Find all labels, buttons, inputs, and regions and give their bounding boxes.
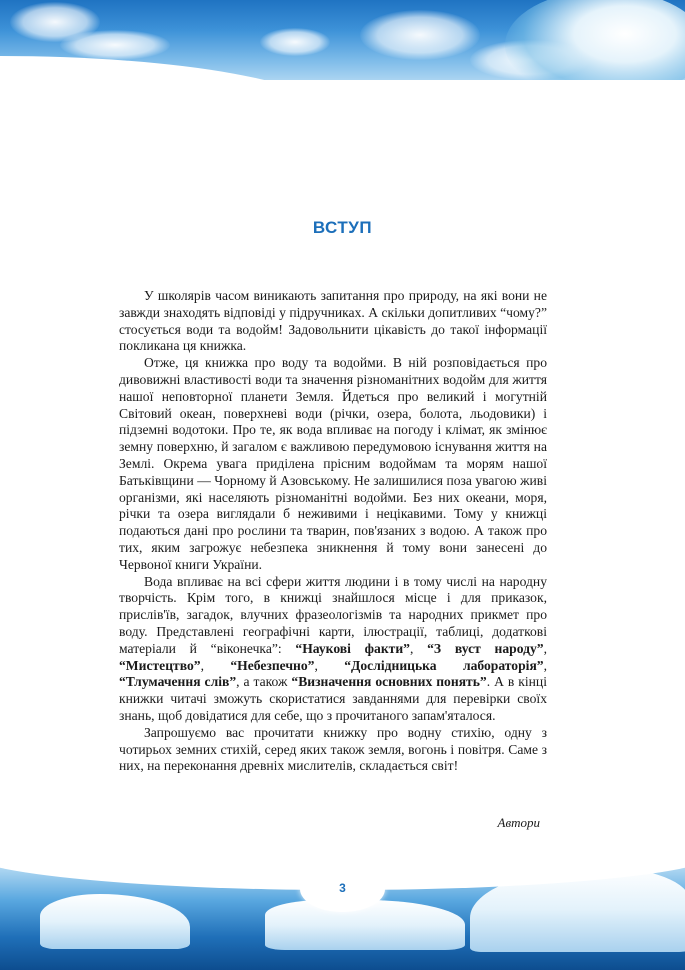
bold-section-name: “Наукові факти” [295, 640, 410, 656]
paragraph-text: Запрошуємо вас прочитати книжку про водну стихію, одну з чотирьох земних стихій, серед яких також земля, вогонь і повітря. Саме з них, на переконання древніх мислителів, складається світ! [119, 724, 547, 774]
page-number: 3 [339, 881, 346, 895]
paragraph-text: Вода впливає на всі сфери життя людини і в тому числі на народну творчість. Крім того, в книжці знайшлося місце і для приказок, прислів'їв, загадок, влучних фразеологізмів та народних прикмет про воду. Представлені географічні карти, ілюстрації, таблиці, додаткові матеріали й “віконечка”: [119, 573, 547, 656]
paragraph-text: , [314, 657, 345, 673]
signature-authors: Автори [497, 815, 540, 830]
paragraph-text: Отже, ця книжка про воду та водойми. В ній розповідається про дивовижні властивості води та значення різноманітних водойм для життя нашої неповторної планети Земля. Йдеться про великий і могутній Світовий океан, поверхневі води (річки, озера, болота, льодовики) і підземні водотоки. Про те, як вода впливає на погоду і клімат, як змінює земну поверхню, й загалом є важливою передумовою існування життя на Землі. Окрема увага приділена прісним водоймам та морям нашої Батьківщини — Чорному й Азовському. Не залишилися поза увагою живі організми, які населяють різноманітні водойми. Без них океани, моря, річки та озера виглядали б неживими і нецікавими. Тому у книжці подаються дані про рослини та тварин, пов'язаних з водою. А також про тих, яким загрожує небезпека зникнення й тому вони занесені до Червоної книги України. [119, 355, 547, 572]
paragraph-text: , а також [236, 674, 292, 690]
iceberg-image [40, 894, 190, 949]
page-title: ВСТУП [312, 218, 373, 237]
paragraph [119, 725, 547, 775]
paragraph-text: . А в кінці книжки читачі зможуть скористатися завданнями для перевірки своїх знань, щоб довідатися для себе, що з прочитаного запам'яталося. [119, 674, 547, 723]
paragraph-text: , [200, 657, 231, 673]
wave-splash-image [505, 0, 685, 86]
paragraph [119, 355, 547, 573]
body-text [119, 288, 547, 775]
bold-section-name: “Тлумачення слів” [119, 674, 237, 690]
bold-section-name: “Визначення основних понять” [291, 674, 487, 690]
paragraph-text: У школярів часом виникають запитання про природу, на які вони не завжди знаходять відповіді у підручниках. А скільки допитливих “чому?” стосується води та водойм! Задовольнити цікавість до такої інформації покликана ця книжка. [119, 288, 547, 354]
paragraph-text: , [543, 657, 547, 673]
paragraph-text: , [543, 640, 547, 656]
bold-section-name: “З вуст народу” [427, 640, 544, 656]
paragraph [119, 288, 547, 355]
paragraph-text: , [409, 640, 428, 656]
bold-section-name: “Мистецтво” [119, 657, 201, 673]
paragraph [119, 574, 547, 725]
bold-section-name: “Дослідницька лабораторія” [344, 657, 544, 673]
bold-section-name: “Небезпечно” [230, 657, 315, 673]
